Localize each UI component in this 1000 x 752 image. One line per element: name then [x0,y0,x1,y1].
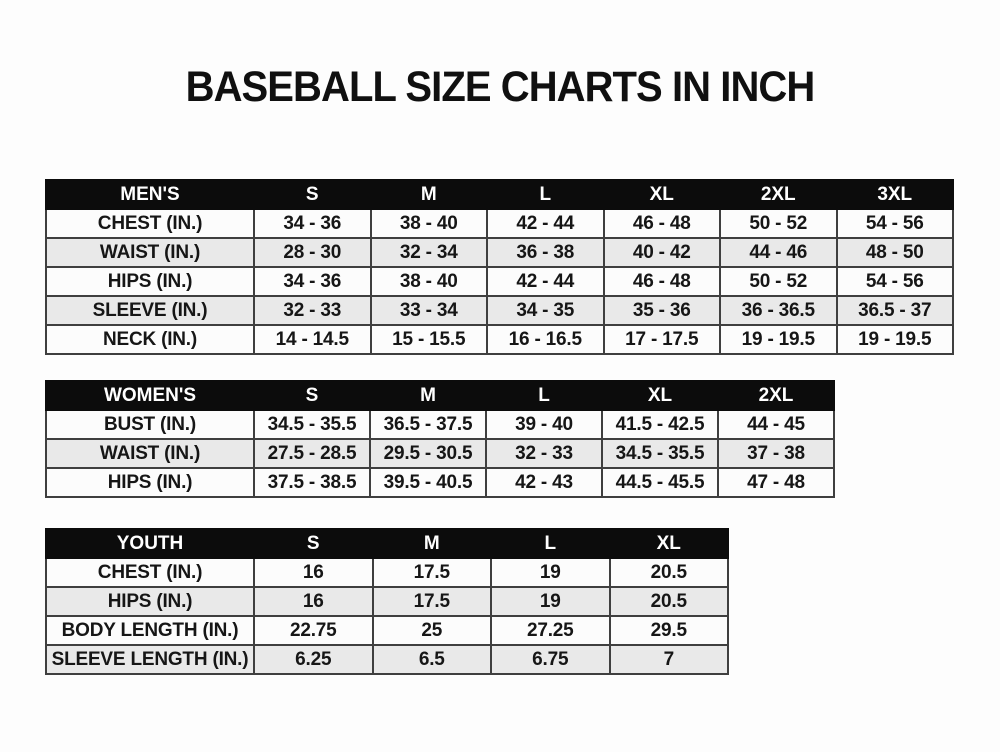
mens-table-row [46,325,953,354]
page-title-text: BASEBALL SIZE CHARTS IN INCH [185,63,815,111]
womens-value-cell: 42 - 43 [486,468,602,497]
mens-value-cell: 32 - 34 [371,238,488,267]
mens-size-table [45,179,954,355]
womens-value-cell: 41.5 - 42.5 [602,410,718,439]
womens-value-cell: 39.5 - 40.5 [370,468,486,497]
womens-value-cell: 37.5 - 38.5 [254,468,370,497]
womens-row-label-cell: WAIST (IN.) [46,439,254,468]
mens-value-cell: 50 - 52 [720,209,837,238]
womens-table-row [46,410,834,439]
mens-header-title-cell: MEN'S [46,180,254,209]
mens-row-label-cell: HIPS (IN.) [46,267,254,296]
youth-value-cell: 22.75 [254,616,373,645]
mens-table-row [46,296,953,325]
mens-value-cell: 54 - 56 [837,267,954,296]
youth-value-cell: 19 [491,587,610,616]
womens-row-label-cell: HIPS (IN.) [46,468,254,497]
youth-size-table [45,528,729,675]
youth-value-cell: 17.5 [373,587,492,616]
youth-value-cell: 20.5 [610,587,729,616]
mens-header-row [46,180,953,209]
mens-row-label-cell: CHEST (IN.) [46,209,254,238]
youth-value-cell: 29.5 [610,616,729,645]
mens-value-cell: 46 - 48 [604,267,721,296]
mens-value-cell: 34 - 36 [254,267,371,296]
mens-value-cell: 42 - 44 [487,267,604,296]
womens-value-cell: 39 - 40 [486,410,602,439]
youth-row-label-cell: BODY LENGTH (IN.) [46,616,254,645]
womens-value-cell: 44.5 - 45.5 [602,468,718,497]
mens-row-label-cell: NECK (IN.) [46,325,254,354]
mens-value-cell: 34 - 35 [487,296,604,325]
womens-value-cell: 37 - 38 [718,439,834,468]
youth-header-row [46,529,728,558]
womens-header-row [46,381,834,410]
youth-header-title-cell: YOUTH [46,529,254,558]
mens-value-cell: 33 - 34 [371,296,488,325]
mens-value-cell: 44 - 46 [720,238,837,267]
mens-value-cell: 35 - 36 [604,296,721,325]
youth-header-size-cell: XL [610,529,729,558]
womens-value-cell: 27.5 - 28.5 [254,439,370,468]
mens-header-size-cell: M [371,180,488,209]
page-title [0,0,1000,109]
youth-row-label-cell: CHEST (IN.) [46,558,254,587]
mens-table-row [46,209,953,238]
mens-value-cell: 19 - 19.5 [720,325,837,354]
womens-header-size-cell: XL [602,381,718,410]
youth-value-cell: 19 [491,558,610,587]
mens-row-label-cell: WAIST (IN.) [46,238,254,267]
womens-value-cell: 34.5 - 35.5 [254,410,370,439]
womens-header-size-cell: L [486,381,602,410]
youth-value-cell: 25 [373,616,492,645]
youth-value-cell: 6.5 [373,645,492,674]
mens-value-cell: 48 - 50 [837,238,954,267]
mens-value-cell: 50 - 52 [720,267,837,296]
mens-value-cell: 16 - 16.5 [487,325,604,354]
mens-value-cell: 36 - 36.5 [720,296,837,325]
youth-table-row [46,616,728,645]
youth-value-cell: 6.75 [491,645,610,674]
youth-header-size-cell: L [491,529,610,558]
youth-value-cell: 20.5 [610,558,729,587]
womens-table-row [46,468,834,497]
womens-value-cell: 36.5 - 37.5 [370,410,486,439]
mens-value-cell: 40 - 42 [604,238,721,267]
youth-table-row [46,587,728,616]
womens-row-label-cell: BUST (IN.) [46,410,254,439]
womens-value-cell: 44 - 45 [718,410,834,439]
mens-value-cell: 14 - 14.5 [254,325,371,354]
womens-value-cell: 34.5 - 35.5 [602,439,718,468]
womens-header-size-cell: S [254,381,370,410]
mens-row-label-cell: SLEEVE (IN.) [46,296,254,325]
womens-header-title-cell: WOMEN'S [46,381,254,410]
youth-table-row [46,645,728,674]
youth-value-cell: 16 [254,558,373,587]
youth-row-label-cell: HIPS (IN.) [46,587,254,616]
womens-value-cell: 32 - 33 [486,439,602,468]
mens-value-cell: 34 - 36 [254,209,371,238]
mens-value-cell: 36 - 38 [487,238,604,267]
youth-header-size-cell: S [254,529,373,558]
mens-value-cell: 42 - 44 [487,209,604,238]
tables-container [45,179,1000,675]
mens-value-cell: 46 - 48 [604,209,721,238]
womens-table-row [46,439,834,468]
mens-value-cell: 38 - 40 [371,209,488,238]
youth-row-label-cell: SLEEVE LENGTH (IN.) [46,645,254,674]
youth-value-cell: 6.25 [254,645,373,674]
mens-header-size-cell: 2XL [720,180,837,209]
mens-header-size-cell: S [254,180,371,209]
mens-table-row [46,238,953,267]
mens-value-cell: 15 - 15.5 [371,325,488,354]
mens-value-cell: 36.5 - 37 [837,296,954,325]
youth-value-cell: 27.25 [491,616,610,645]
mens-value-cell: 38 - 40 [371,267,488,296]
youth-value-cell: 17.5 [373,558,492,587]
mens-header-size-cell: XL [604,180,721,209]
mens-value-cell: 19 - 19.5 [837,325,954,354]
womens-value-cell: 29.5 - 30.5 [370,439,486,468]
mens-value-cell: 32 - 33 [254,296,371,325]
mens-header-size-cell: L [487,180,604,209]
mens-table-row [46,267,953,296]
womens-header-size-cell: M [370,381,486,410]
youth-table-row [46,558,728,587]
mens-header-size-cell: 3XL [837,180,954,209]
womens-size-table [45,380,835,498]
mens-value-cell: 28 - 30 [254,238,371,267]
youth-header-size-cell: M [373,529,492,558]
womens-value-cell: 47 - 48 [718,468,834,497]
womens-header-size-cell: 2XL [718,381,834,410]
youth-value-cell: 16 [254,587,373,616]
mens-value-cell: 54 - 56 [837,209,954,238]
mens-value-cell: 17 - 17.5 [604,325,721,354]
youth-value-cell: 7 [610,645,729,674]
